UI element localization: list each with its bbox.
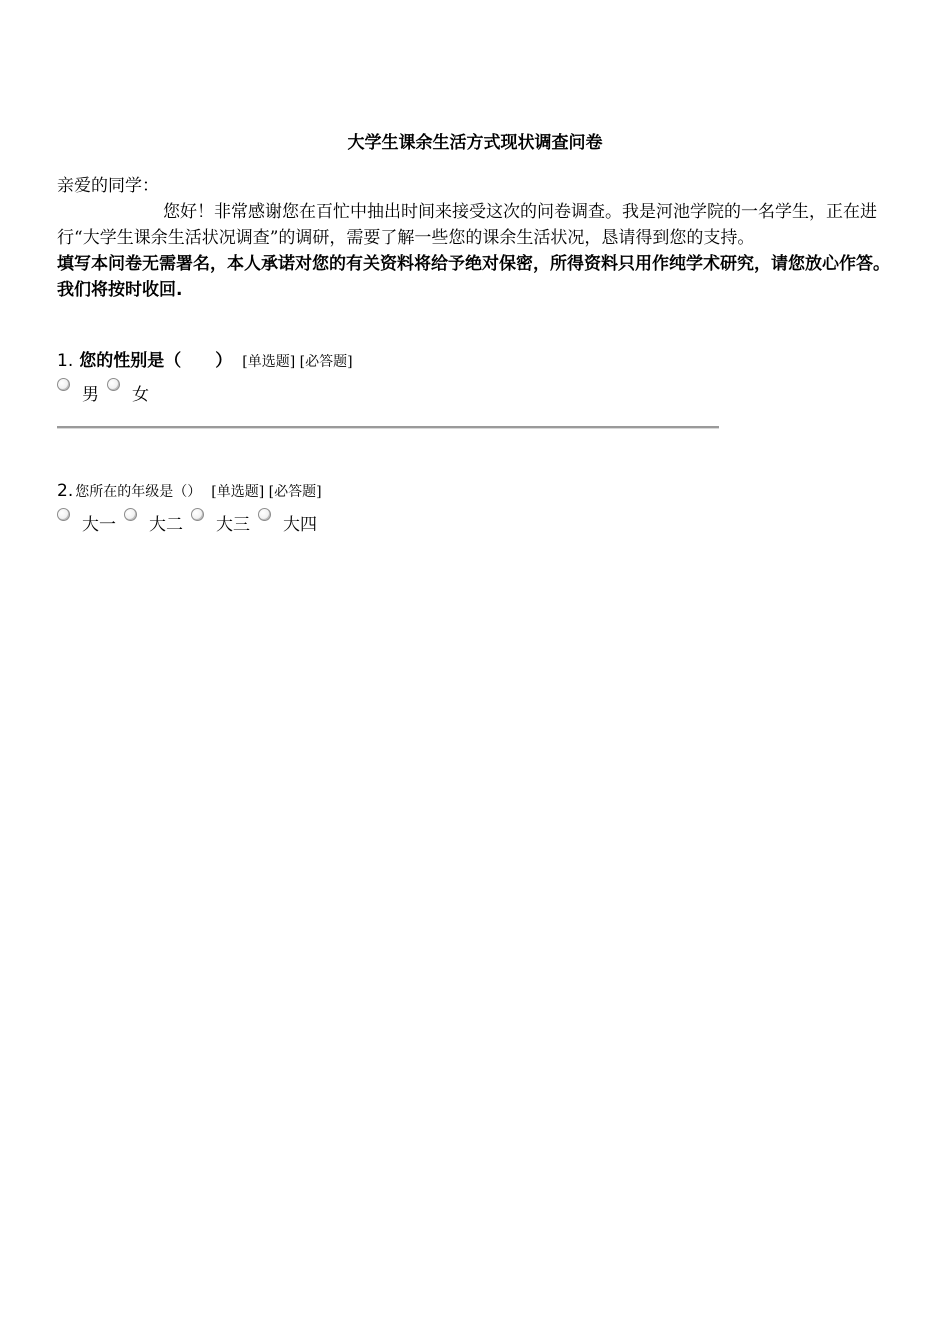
question-1-text: 您的性别是（ ） [79,351,233,371]
radio-button[interactable] [124,508,137,521]
intro-salutation: 亲爱的同学： [57,176,159,196]
option-label: 女 [132,385,149,405]
question-2-number: 2. [57,481,74,501]
option-label: 男 [82,385,99,405]
option-senior[interactable] [258,508,325,536]
question-1-header [57,348,353,374]
option-freshman[interactable] [57,508,124,536]
option-female[interactable] [107,378,157,406]
question-divider [57,426,719,429]
question-2-tags: [单选题] [必答题] [211,484,322,500]
radio-button[interactable] [57,378,70,391]
intro-body: 您好！非常感谢您在百忙中抽出时间来接受这次的问卷调查。我是河池学院的一名学生，正在进行“大学生课余生活状况调查”的调研，需要了解一些您的课余生活状况，恳请得到您的支持。 [57,202,877,248]
question-2-header [57,478,325,504]
intro-section [57,173,897,303]
option-label: 大四 [283,515,317,535]
option-junior[interactable] [191,508,258,536]
radio-button[interactable] [57,508,70,521]
page-title: 大学生课余生活方式现状调查问卷 [347,133,603,153]
option-male[interactable] [57,378,107,406]
question-1-tags: [单选题] [必答题] [242,354,353,370]
question-1-number: 1. [57,351,74,371]
question-1 [57,348,353,408]
radio-button[interactable] [191,508,204,521]
option-sophomore[interactable] [124,508,191,536]
radio-button[interactable] [258,508,271,521]
question-1-options [57,378,353,408]
option-label: 大三 [216,515,250,535]
radio-button[interactable] [107,378,120,391]
option-label: 大二 [149,515,183,535]
question-2 [57,478,325,538]
option-label: 大一 [82,515,116,535]
intro-confidentiality-note: 填写本问卷无需署名，本人承诺对您的有关资料将给予绝对保密，所得资料只用作纯学术研究，请您放心作答。我们将按时收回. [57,254,890,300]
question-2-options [57,508,325,538]
question-2-text: 您所在的年级是（） [75,484,202,500]
